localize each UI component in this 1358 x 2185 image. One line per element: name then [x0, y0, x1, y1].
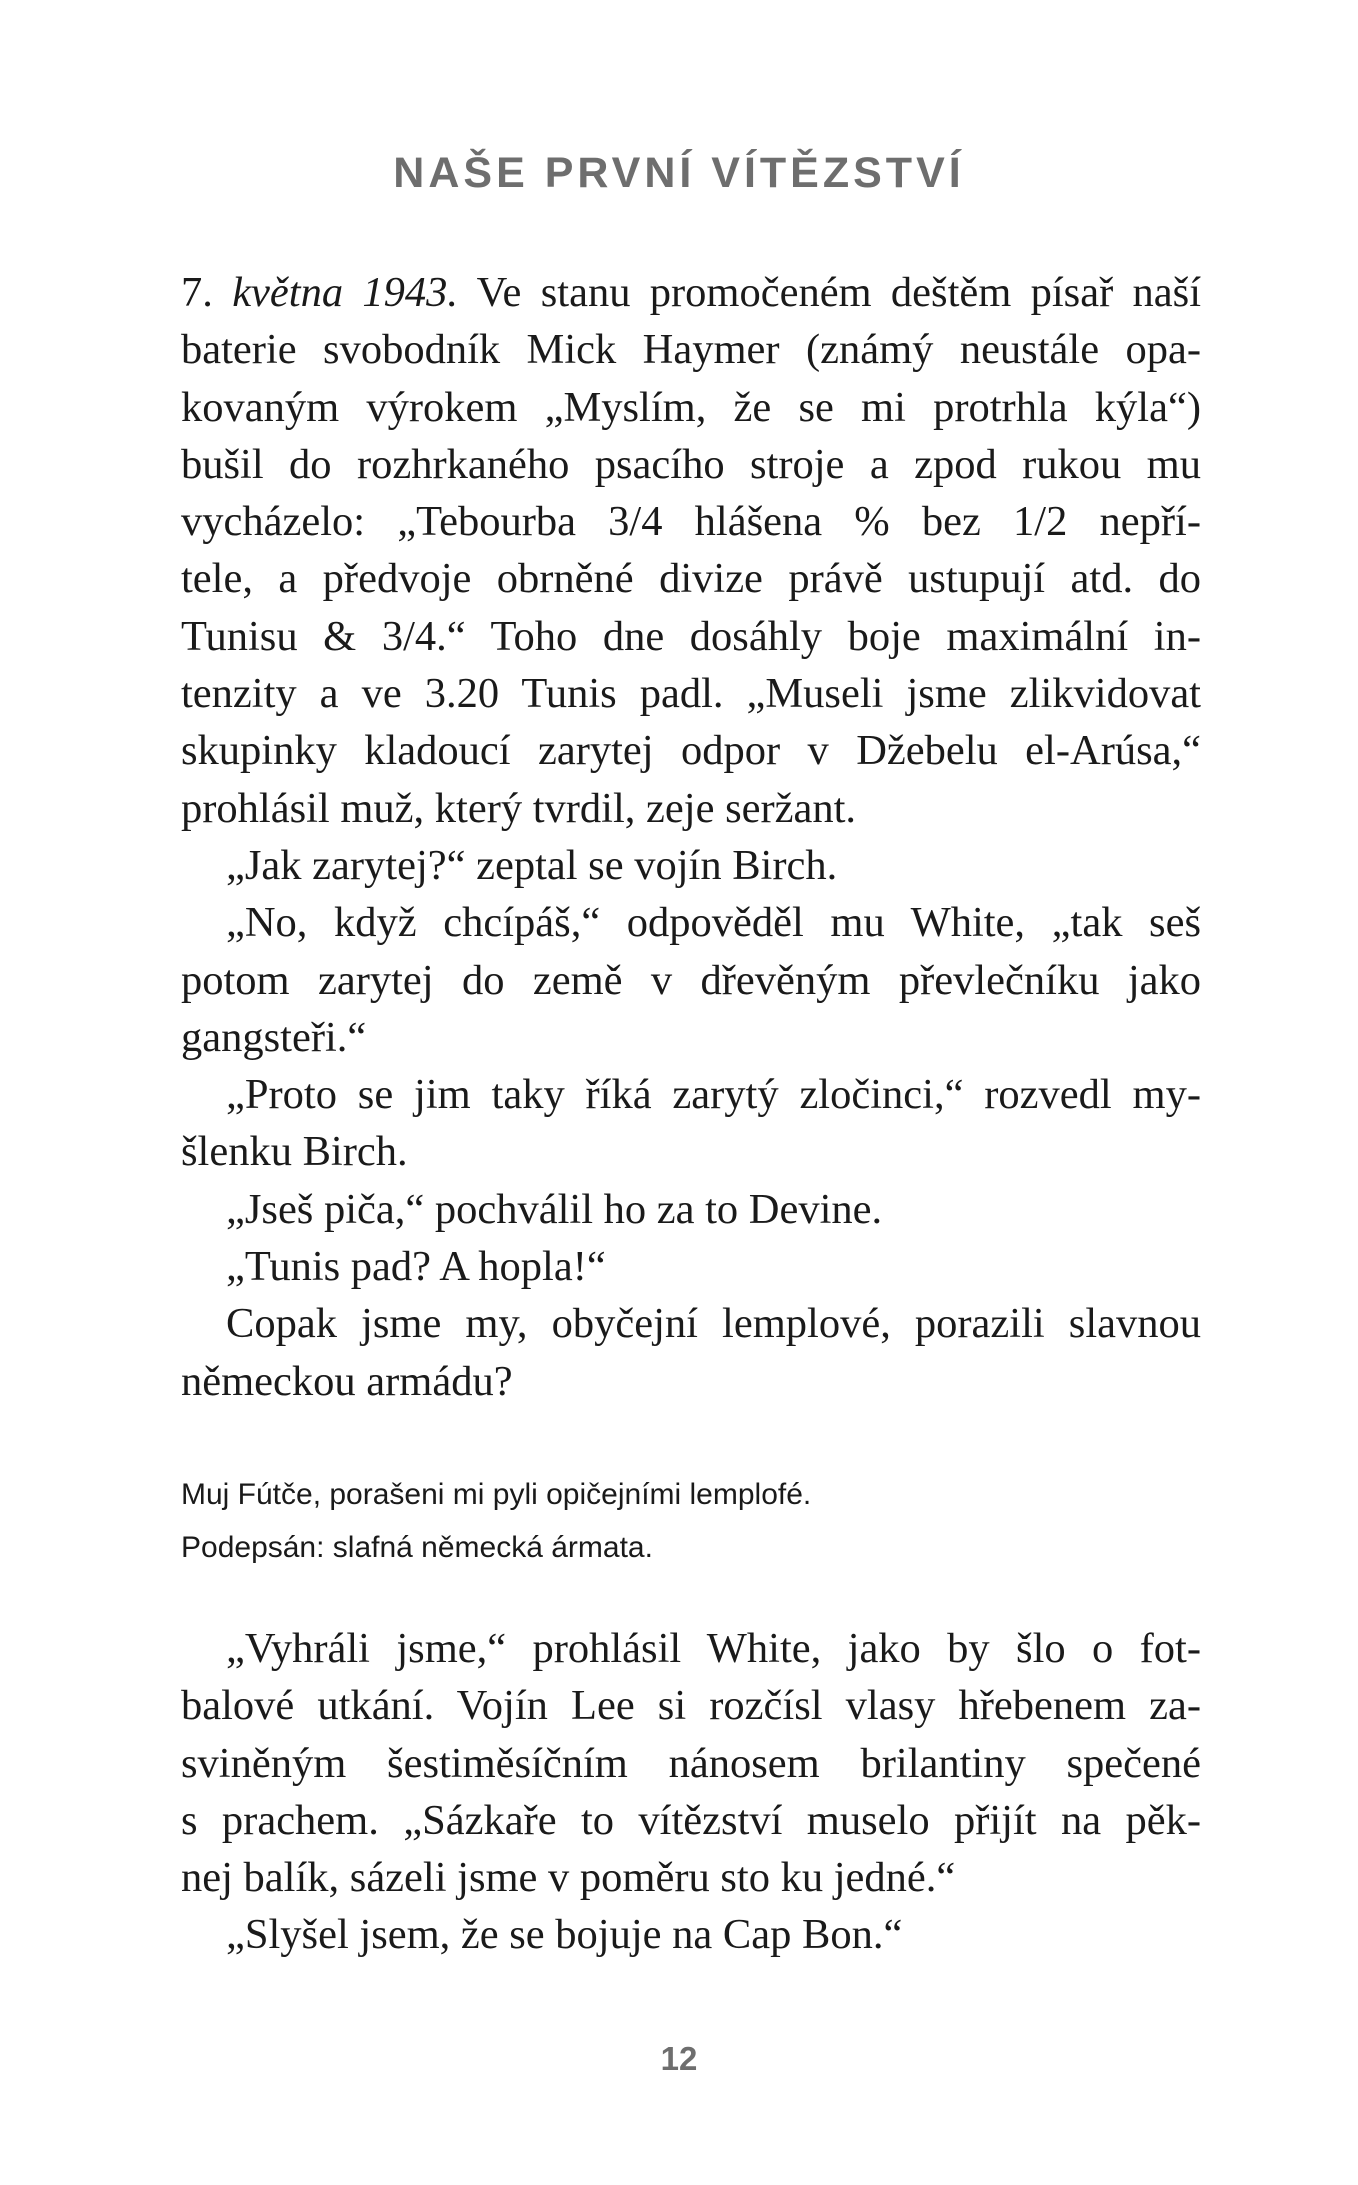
text-line: kovaným výrokem „Myslím, že se mi protrhla kýla“)	[181, 383, 1201, 431]
text-line: Tunisu & 3/4.“ Toho dne dosáhly boje maximální in-	[181, 612, 1201, 660]
text-line: s prachem. „Sázkaře to vítězství muselo přijít na pěk-	[181, 1796, 1201, 1844]
page-number: 12	[660, 2040, 698, 2077]
text-line: „Tunis pad? A hopla!“	[226, 1243, 606, 1291]
text-line: Copak jsme my, obyčejní lemplové, porazili slavnou	[226, 1300, 1201, 1348]
body-text-section-1	[181, 264, 1201, 1410]
text-line: „Jseš piča,“ pochválil ho za to Devine.	[226, 1185, 883, 1233]
date-prefix: 7.	[181, 269, 213, 316]
text-line: balové utkání. Vojín Lee si rozčísl vlasy hřebenem za-	[181, 1682, 1201, 1730]
quote-line: Muj Fútče, porašeni mi pyli opičejními lemplofé.	[181, 1478, 812, 1511]
date-italic: května 1943.	[232, 269, 459, 316]
text-line: „Slyšel jsem, že se bojuje na Cap Bon.“	[226, 1911, 903, 1959]
quote-line: Podepsán: slafná německá ármata.	[181, 1531, 653, 1564]
text-line: potom zarytej do země v dřevěným převlečníku jako	[181, 956, 1201, 1004]
text-line: šlenku Birch.	[181, 1128, 408, 1176]
text-line: tele, a předvoje obrněné divize právě ustupují atd. do	[181, 555, 1201, 603]
text-line: německou armádu?	[181, 1357, 513, 1405]
text-line: baterie svobodník Mick Haymer (známý neustále opa-	[181, 326, 1201, 374]
text-line	[181, 264, 1201, 321]
body-text-section-2	[181, 1620, 1201, 1964]
text-line: vycházelo: „Tebourba 3/4 hlášena % bez 1/2 nepří-	[181, 498, 1201, 546]
text-line: „Proto se jim taky říká zarytý zločinci,“ rozvedl my-	[226, 1071, 1201, 1119]
text-line: prohlásil muž, který tvrdil, zeje seržant.	[181, 784, 857, 832]
text-line: gangsteři.“	[181, 1013, 367, 1061]
text-line: skupinky kladoucí zarytej odpor v Džebelu el-Arúsa,“	[181, 727, 1201, 775]
text-line: bušil do rozhrkaného psacího stroje a zpod rukou mu	[181, 440, 1201, 488]
text-line: sviněným šestiměsíčním nánosem brilantiny spečené	[181, 1739, 1201, 1787]
text-line: „No, když chcípáš,“ odpověděl mu White, „tak seš	[226, 899, 1201, 947]
text-line: „Vyhráli jsme,“ prohlásil White, jako by šlo o fot-	[226, 1625, 1201, 1672]
text-line: tenzity a ve 3.20 Tunis padl. „Museli jsme zlikvidovat	[181, 670, 1201, 718]
quoted-letter	[181, 1468, 811, 1574]
text-line: nej balík, sázeli jsme v poměru sto ku jedné.“	[181, 1854, 956, 1902]
page-title: NAŠE PRVNÍ VÍTĚZSTVÍ	[393, 149, 965, 197]
line-rest: Ve stanu promočeném deštěm písař naší	[476, 269, 1202, 316]
text-line: „Jak zarytej?“ zeptal se vojín Birch.	[226, 841, 838, 889]
